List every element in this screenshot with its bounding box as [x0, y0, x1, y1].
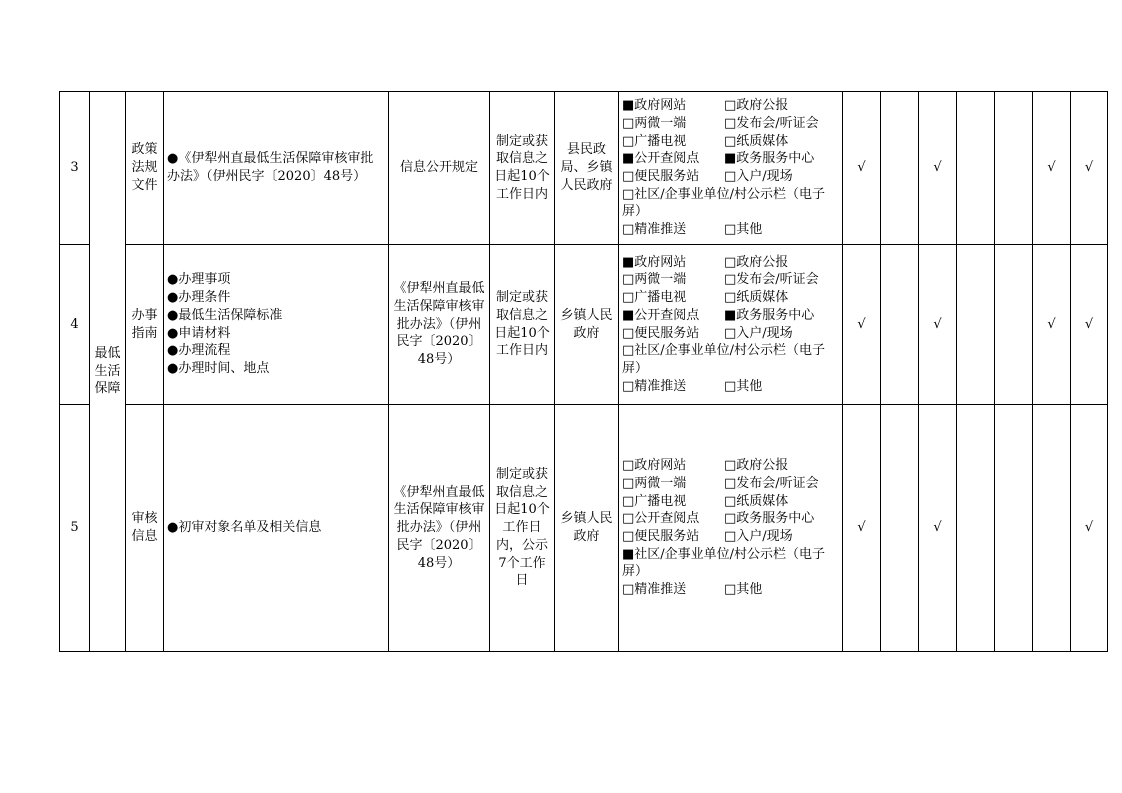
mark-cell: √ — [1033, 245, 1071, 405]
channel-option: □政府公报 — [724, 458, 789, 474]
channels-cell — [619, 245, 843, 405]
content-item: ●办理条件 — [167, 290, 231, 306]
channel-option: ■公开查阅点 — [622, 151, 700, 167]
channel-option: □其他 — [724, 378, 763, 394]
basis-cell: 信息公开规定 — [389, 92, 490, 245]
mark-cell: √ — [843, 245, 881, 405]
channel-option: □精准推送 — [622, 582, 687, 598]
subject-body-cell: 乡镇人民政府 — [555, 245, 619, 405]
mark-cell — [881, 245, 919, 405]
channel-option: □广播电视 — [622, 290, 687, 306]
mark-cell — [957, 92, 995, 245]
channels-cell — [619, 405, 843, 652]
channel-option: □精准推送 — [622, 222, 687, 238]
channel-option: □精准推送 — [622, 378, 687, 394]
disclosure-table — [59, 91, 1108, 652]
mark-cell — [995, 245, 1033, 405]
mark-cell — [957, 245, 995, 405]
content-item: ●申请材料 — [167, 325, 231, 341]
content-item: ●办理流程 — [167, 343, 231, 359]
mark-cell: √ — [843, 405, 881, 652]
channel-option: ■政务服务中心 — [724, 307, 815, 323]
content-cell — [164, 245, 389, 405]
time-limit-cell: 制定或获取信息之日起10个工作日内 — [490, 92, 555, 245]
channel-option: □便民服务站 — [622, 529, 700, 544]
category-cell — [90, 92, 126, 652]
table-row — [60, 405, 1108, 652]
channel-option: ■政务服务中心 — [724, 151, 815, 167]
channel-option: □政府网站 — [622, 458, 687, 474]
channel-option: □发布会/听证会 — [724, 115, 819, 131]
channel-option: □两微一端 — [622, 272, 687, 288]
content-cell — [164, 92, 389, 245]
content-item: ●《伊犁州直最低生活保障审核审批办法》（伊州民字〔2020〕48号） — [167, 151, 374, 184]
channels-cell — [619, 92, 843, 245]
channel-option: □政务服务中心 — [724, 511, 815, 527]
mark-cell: √ — [1071, 405, 1108, 652]
mark-cell: √ — [919, 405, 957, 652]
mark-cell — [995, 405, 1033, 652]
channel-option: □公开查阅点 — [622, 511, 700, 527]
channel-option: □两微一端 — [622, 475, 687, 491]
mark-cell: √ — [919, 245, 957, 405]
content-item: ●办理事项 — [167, 272, 231, 288]
channel-option: □其他 — [724, 222, 763, 238]
row-number: 3 — [60, 92, 90, 245]
subject-cell: 政策法规文件 — [126, 92, 164, 245]
channel-option: ■政府网站 — [622, 254, 687, 270]
mark-cell — [881, 405, 919, 652]
channel-option: ■公开查阅点 — [622, 307, 700, 323]
content-item: ●办理时间、地点 — [167, 360, 270, 376]
mark-cell: √ — [843, 92, 881, 245]
channel-option: □发布会/听证会 — [724, 475, 819, 491]
channel-option: ■社区/企事业单位/村公示栏（电子屏） — [622, 546, 826, 580]
basis-cell: 《伊犁州直最低生活保障审核审批办法》（伊州民字〔2020〕48号） — [389, 245, 490, 405]
channel-option: □其他 — [724, 582, 763, 598]
channel-option: □纸质媒体 — [724, 493, 789, 509]
channel-option: □发布会/听证会 — [724, 272, 819, 288]
channel-option: □社区/企事业单位/村公示栏（电子屏） — [622, 186, 826, 220]
channel-option: □纸质媒体 — [724, 133, 789, 149]
subject-cell: 办事指南 — [126, 245, 164, 405]
mark-cell: √ — [1071, 92, 1108, 245]
channel-option: □广播电视 — [622, 133, 687, 149]
channel-option: □入户/现场 — [724, 529, 793, 544]
channel-option: □社区/企事业单位/村公示栏（电子屏） — [622, 343, 826, 376]
mark-cell: √ — [919, 92, 957, 245]
channel-option: □入户/现场 — [724, 325, 793, 341]
subject-body-cell: 县民政局、乡镇人民政府 — [555, 92, 619, 245]
subject-body-cell: 乡镇人民政府 — [555, 405, 619, 652]
content-item: ●最低生活保障标准 — [167, 307, 283, 323]
channel-option: □政府公报 — [724, 98, 789, 114]
channel-option: □便民服务站 — [622, 169, 700, 184]
channel-option: □纸质媒体 — [724, 290, 789, 306]
row-number: 5 — [60, 405, 90, 652]
channel-option: ■政府网站 — [622, 98, 687, 114]
mark-cell — [957, 405, 995, 652]
basis-cell: 《伊犁州直最低生活保障审核审批办法》（伊州民字〔2020〕48号） — [389, 405, 490, 652]
mark-cell — [881, 92, 919, 245]
mark-cell — [1033, 405, 1071, 652]
content-item: ●初审对象名单及相关信息 — [167, 520, 322, 536]
channel-option: □便民服务站 — [622, 325, 700, 341]
mark-cell — [995, 92, 1033, 245]
subject-cell: 审核信息 — [126, 405, 164, 652]
channel-option: □广播电视 — [622, 493, 687, 509]
time-limit-cell: 制定或获取信息之日起10个工作日内 — [490, 245, 555, 405]
channel-option: □两微一端 — [622, 115, 687, 131]
mark-cell: √ — [1071, 245, 1108, 405]
table-row — [60, 245, 1108, 405]
time-limit-cell: 制定或获取信息之日起10个工作日内，公示7个工作日 — [490, 405, 555, 652]
row-number: 4 — [60, 245, 90, 405]
mark-cell: √ — [1033, 92, 1071, 245]
channel-option: □政府公报 — [724, 254, 789, 270]
table-row — [60, 92, 1108, 245]
content-cell — [164, 405, 389, 652]
category-label: 最低生活保障 — [94, 345, 121, 397]
channel-option: □入户/现场 — [724, 169, 793, 184]
